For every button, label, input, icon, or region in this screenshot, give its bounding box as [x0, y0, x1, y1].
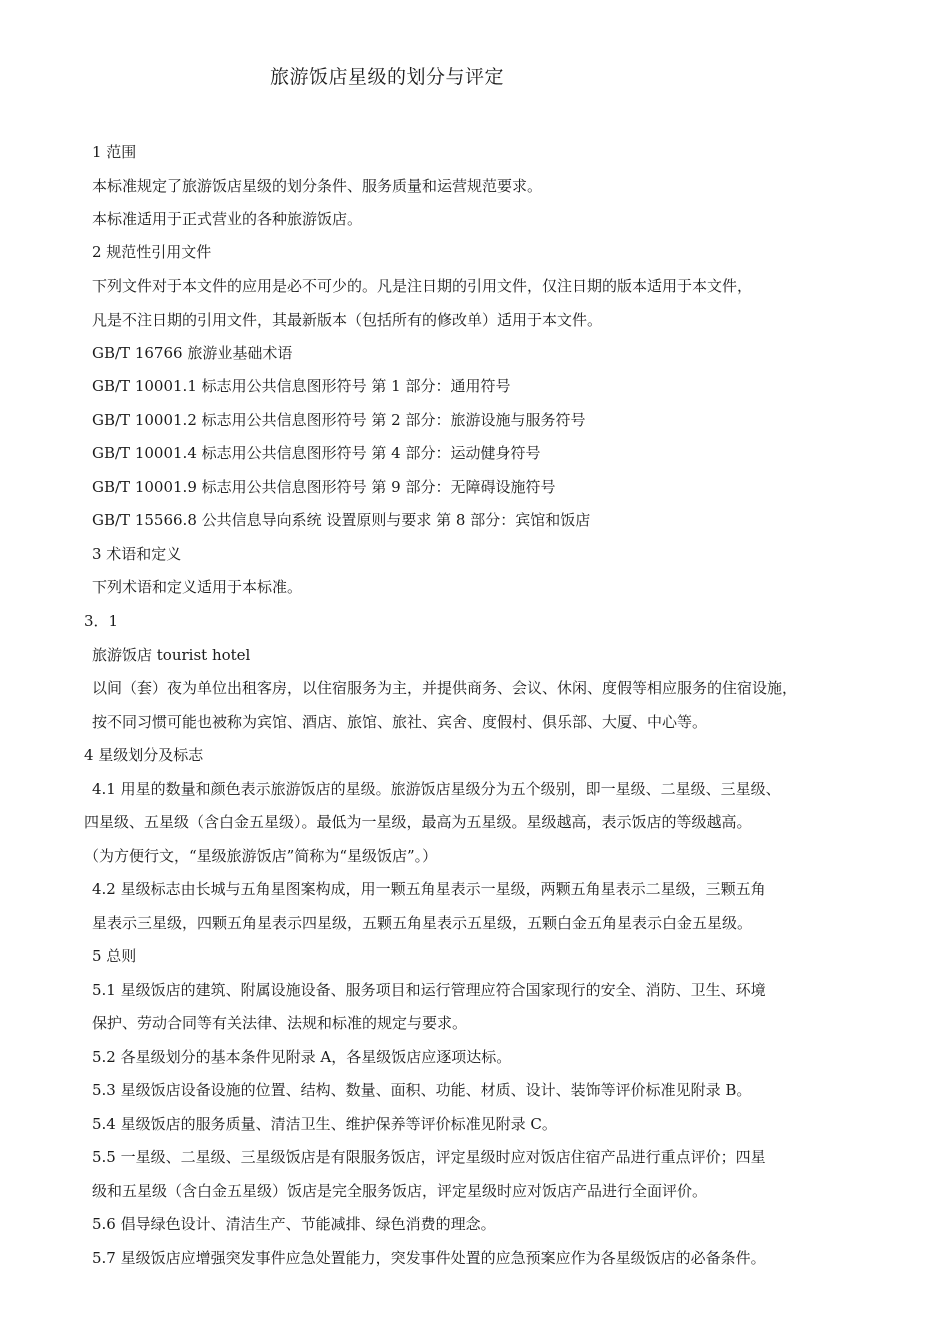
section-heading-scope: 1 范围: [92, 143, 137, 161]
reference-item: GB/T 10001.4 标志用公共信息图形符号 第 4 部分：运动健身符号: [92, 444, 541, 462]
page-title: 旅游饭店星级的划分与评定: [270, 66, 505, 88]
reference-item: GB/T 10001.2 标志用公共信息图形符号 第 2 部分：旅游设施与服务符号: [92, 411, 586, 429]
paragraph-line: 星表示三星级，四颗五角星表示四星级，五颗五角星表示五星级，五颗白金五角星表示白金五星级。: [92, 914, 753, 932]
paragraph-line: 5.7 星级饭店应增强突发事件应急处置能力，突发事件处置的应急预案应作为各星级饭店的必备条件。: [92, 1249, 766, 1267]
reference-item: GB/T 10001.1 标志用公共信息图形符号 第 1 部分：通用符号: [92, 377, 511, 395]
paragraph-line: （为方便行文，“星级旅游饭店”简称为“星级饭店”。）: [84, 847, 438, 865]
paragraph-line: 5.6 倡导绿色设计、清洁生产、节能减排、绿色消费的理念。: [92, 1215, 496, 1233]
paragraph-line: 本标准适用于正式营业的各种旅游饭店。: [92, 210, 363, 228]
reference-item: GB/T 10001.9 标志用公共信息图形符号 第 9 部分：无障碍设施符号: [92, 478, 556, 496]
paragraph-line: 下列文件对于本文件的应用是必不可少的。凡是注日期的引用文件，仅注日期的版本适用于本文件，: [92, 277, 753, 295]
section-heading-terms: 3 术语和定义: [92, 545, 182, 563]
paragraph-line: 本标准规定了旅游饭店星级的划分条件、服务质量和运营规范要求。: [92, 177, 543, 195]
paragraph-line: 4.1 用星的数量和颜色表示旅游饭店的星级。旅游饭店星级分为五个级别，即一星级、二星级、三星级、: [92, 780, 781, 798]
paragraph-line: 4.2 星级标志由长城与五角星图案构成，用一颗五角星表示一星级，两颗五角星表示二星级，三颗五角: [92, 880, 766, 898]
term-heading: 旅游饭店 tourist hotel: [92, 646, 251, 664]
paragraph-line: 5.3 星级饭店设备设施的位置、结构、数量、面积、功能、材质、设计、装饰等评价标准见附录 B。: [92, 1081, 752, 1099]
paragraph-line: 5.2 各星级划分的基本条件见附录 A，各星级饭店应逐项达标。: [92, 1048, 512, 1066]
paragraph-line: 凡是不注日期的引用文件，其最新版本（包括所有的修改单）适用于本文件。: [92, 311, 603, 329]
paragraph-line: 5.4 星级饭店的服务质量、清洁卫生、维护保养等评价标准见附录 C。: [92, 1115, 557, 1133]
section-heading-star-rating: 4 星级划分及标志: [84, 746, 204, 764]
paragraph-line: 按不同习惯可能也被称为宾馆、酒店、旅馆、旅社、宾舍、度假村、俱乐部、大厦、中心等。: [92, 713, 708, 731]
clause-number: 3．1: [84, 612, 119, 630]
paragraph-line: 级和五星级（含白金五星级）饭店是完全服务饭店，评定星级时应对饭店产品进行全面评价。: [92, 1182, 708, 1200]
paragraph-line: 保护、劳动合同等有关法律、法规和标准的规定与要求。: [92, 1014, 468, 1032]
paragraph-line: 以间（套）夜为单位出租客房，以住宿服务为主，并提供商务、会议、休闲、度假等相应服务的住宿设施，: [92, 679, 798, 697]
section-heading-general: 5 总则: [92, 947, 137, 965]
reference-item: GB/T 16766 旅游业基础术语: [92, 344, 293, 362]
reference-item: GB/T 15566.8 公共信息导向系统 设置原则与要求 第 8 部分：宾馆和饭店: [92, 511, 591, 529]
paragraph-line: 下列术语和定义适用于本标准。: [92, 578, 303, 596]
paragraph-line: 5.1 星级饭店的建筑、附属设施设备、服务项目和运行管理应符合国家现行的安全、消防、卫生、环境: [92, 981, 766, 999]
paragraph-line: 5.5 一星级、二星级、三星级饭店是有限服务饭店，评定星级时应对饭店住宿产品进行重点评价；四星: [92, 1148, 766, 1166]
section-heading-references: 2 规范性引用文件: [92, 243, 212, 261]
paragraph-line: 四星级、五星级（含白金五星级）。最低为一星级，最高为五星级。星级越高，表示饭店的等级越高。: [84, 813, 752, 831]
